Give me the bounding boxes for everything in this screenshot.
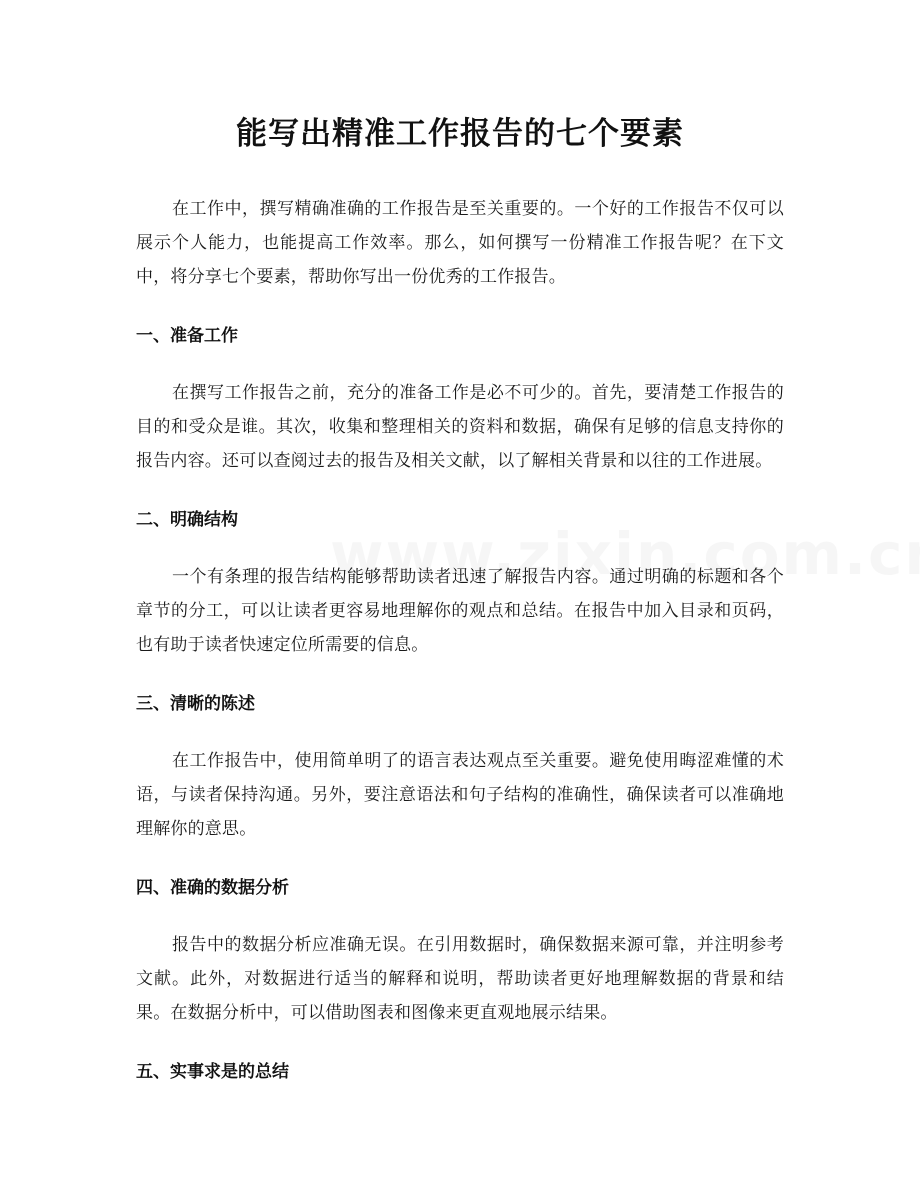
section-heading: 二、明确结构 (136, 510, 238, 530)
section-heading: 一、准备工作 (136, 326, 238, 346)
section-structure (136, 508, 784, 662)
section-paragraph: 一个有条理的报告结构能够帮助读者迅速了解报告内容。通过明确的标题和各个章节的分工，可以让读者更容易地理解你的观点和总结。在报告中加入目录和页码，也有助于读者快速定位所需要的信息。 (136, 567, 784, 655)
section-heading: 四、准确的数据分析 (136, 878, 289, 898)
section-paragraph: 报告中的数据分析应准确无误。在引用数据时，确保数据来源可靠，并注明参考文献。此外，对数据进行适当的解释和说明，帮助读者更好地理解数据的背景和结果。在数据分析中，可以借助图表和图像来更直观地展示结果。 (136, 935, 784, 1023)
section-prepare (136, 324, 784, 478)
intro-block (136, 192, 784, 294)
document-title: 能写出精准工作报告的七个要素 (236, 116, 684, 152)
intro-paragraph: 在工作中，撰写精确准确的工作报告是至关重要的。一个好的工作报告不仅可以展示个人能力，也能提高工作效率。那么，如何撰写一份精准工作报告呢？在下文中，将分享七个要素，帮助你写出一份优秀的工作报告。 (136, 199, 784, 287)
section-heading: 五、实事求是的总结 (136, 1062, 289, 1082)
section-summary (136, 1060, 784, 1084)
section-paragraph: 在工作报告中，使用简单明了的语言表达观点至关重要。避免使用晦涩难懂的术语，与读者保持沟通。另外，要注意语法和句子结构的准确性，确保读者可以准确地理解你的意思。 (136, 751, 784, 839)
section-paragraph: 在撰写工作报告之前，充分的准备工作是必不可少的。首先，要清楚工作报告的目的和受众是谁。其次，收集和整理相关的资料和数据，确保有足够的信息支持你的报告内容。还可以查阅过去的报告及相关文献，以了解相关背景和以往的工作进展。 (136, 383, 784, 471)
section-statement (136, 692, 784, 846)
section-data-analysis (136, 876, 784, 1030)
section-heading: 三、清晰的陈述 (136, 694, 255, 714)
